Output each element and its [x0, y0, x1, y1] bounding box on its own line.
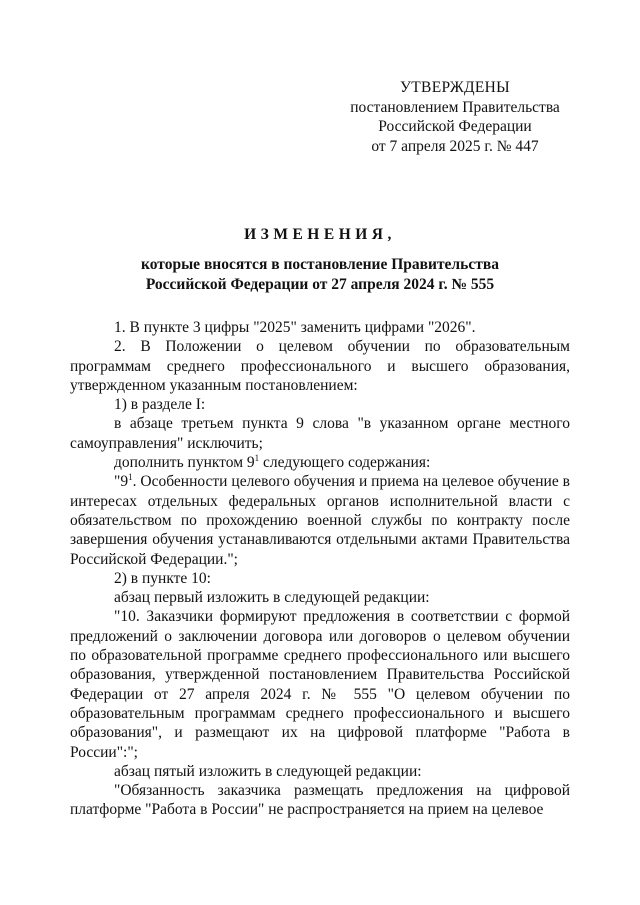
- approval-stamp: [330, 78, 580, 156]
- paragraph: [70, 472, 570, 568]
- paragraph: 1. В пункте 3 цифры "2025" заменить цифрами "2026".: [114, 319, 476, 336]
- paragraph: "10. Заказчики формируют предложения в соответствии с формой предложений о заключении договора или договоров о целевом обучении по образовательной программе среднего профессионального или высшего образования, утвержденной постановлением Правительства Российской Федерации от 27 апреля 2024 г. № 555 "О целевом обучении по образовательным программам среднего профессионального и высшего образования", и размещают их на цифровой платформе "Работа в России":";: [70, 608, 570, 761]
- approval-date: от 7 апреля 2025 г. № 447: [371, 137, 539, 155]
- approval-heading: УТВЕРЖДЕНЫ: [400, 79, 510, 96]
- paragraph: абзац пятый изложить в следующей редакции:: [114, 762, 422, 780]
- text-run: следующего содержания:: [259, 454, 431, 472]
- paragraph: абзац первый изложить в следующей редакции:: [114, 589, 430, 607]
- approval-line: постановлением Правительства: [350, 98, 560, 116]
- text-run: "9: [114, 473, 129, 491]
- title-subline: Российской Федерации от 27 апреля 2024 г. № 555: [145, 276, 495, 293]
- title-subline: которые вносятся в постановление Правительства: [141, 256, 499, 273]
- title-heading: ИЗМЕНЕНИЯ,: [244, 226, 396, 243]
- superscript: 1: [128, 472, 133, 483]
- text-run: дополнить пунктом 9: [114, 454, 255, 472]
- document-title: [70, 225, 570, 295]
- paragraph: 1) в разделе I:: [114, 396, 206, 414]
- superscript: 1: [254, 453, 260, 464]
- document-body: [70, 318, 570, 820]
- paragraph: в абзаце третьем пункта 9 слова "в указанном органе местного самоуправления" исключить;: [70, 415, 570, 452]
- paragraph: 2. В Положении о целевом обучении по образовательным программам среднего профессионального и высшего образования, утвержденном указанным постановлением:: [70, 338, 570, 394]
- paragraph: [70, 453, 570, 472]
- paragraph: "Обязанность заказчика размещать предложения на цифровой платформе "Работа в России" не распространяется на прием на целевое: [70, 782, 570, 819]
- paragraph: 2) в пункте 10:: [114, 569, 211, 587]
- approval-line: Российской Федерации: [378, 118, 532, 135]
- text-run: . Особенности целевого обучения и приема на целевое обучение в интересах отдельных федеральных органов исполнительной власти с обязательством по прохождению военной службы по контракту после завершения обучения устанавливаются отдельными актами Правительства Российской Федерации.";: [70, 473, 570, 568]
